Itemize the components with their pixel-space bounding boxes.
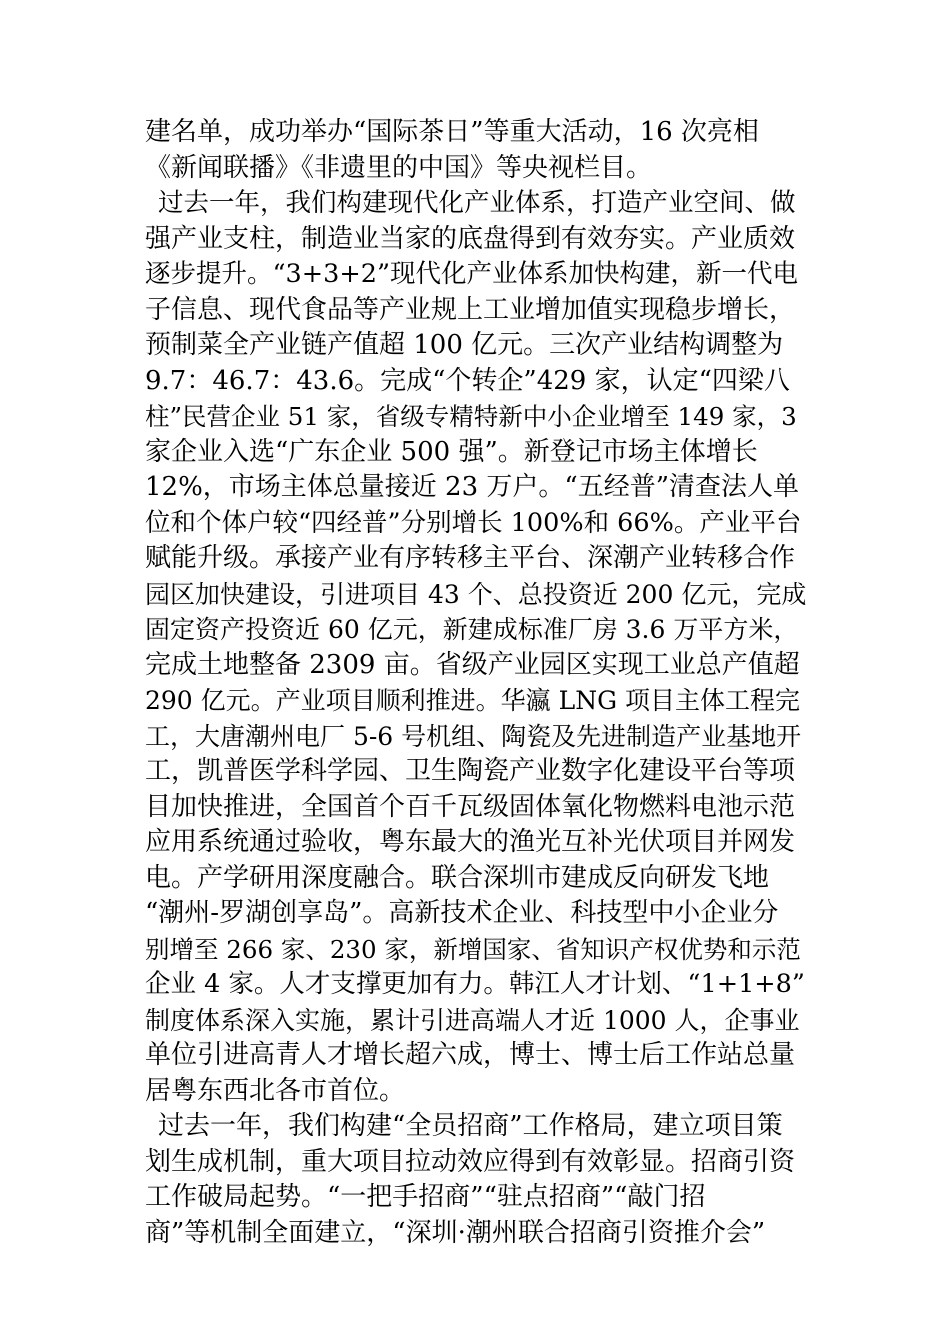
text-line: 应用系统通过验收，粤东最大的渔光互补光伏项目并网发 [145,827,796,857]
text-line: 企业 4 家。人才支撑更加有力。韩江人才计划、“1+1+8” [145,969,805,999]
text-line: 目加快推进，全国首个百千瓦级固体氧化物燃料电池示范 [145,791,796,822]
text-line: 商”等机制全面建立，“深圳·潮州联合招商引资推介会” [145,1217,766,1248]
text-line: 电。产学研用深度融合。联合深圳市建成反向研发飞地 [145,862,770,893]
text-line: 《新闻联播》《非遗里的中国》等央视栏目。 [145,152,653,183]
text-line: 固定资产投资近 60 亿元，新建成标准厂房 3.6 万平方米， [145,615,799,644]
text-line: 柱”民营企业 51 家，省级专精特新中小企业增至 149 家，3 [145,402,797,431]
text-line: 子信息、现代食品等产业规上工业增加值实现稳步增长， [145,294,796,325]
text-line: 290 亿元。产业项目顺利推进。华瀛 LNG 项目主体工程完 [145,686,801,715]
text-line: 工，大唐潮州电厂 5-6 号机组、陶瓷及先进制造产业基地开 [145,721,802,751]
paragraph-start-line: 过去一年，我们构建“全员招商”工作格局，建立项目策 [158,1111,783,1141]
text-line: 9.7：46.7：43.6。完成“个转企”429 家，认定“四梁八 [145,365,790,396]
text-line: 居粤东西北各市首位。 [145,1075,406,1106]
text-line: 赋能升级。承接产业有序转移主平台、深潮产业转移合作 [145,543,796,573]
text-line: 预制菜全产业链产值超 100 亿元。三次产业结构调整为 [145,330,784,360]
text-line: 完成土地整备 2309 亩。省级产业园区实现工业总产值超 [145,649,800,680]
text-line: 工，凯普医学科学园、卫生陶瓷产业数字化建设平台等项 [145,756,796,786]
text-line: 单位引进高青人才增长超六成，博士、博士后工作站总量 [145,1040,796,1070]
text-line: 工作破局起势。“一把手招商”“驻点招商”“敲门招 [145,1182,706,1212]
text-line: 逐步提升。“3+3+2”现代化产业体系加快构建，新一代电 [145,259,798,289]
paragraph-start-line: 过去一年，我们构建现代化产业体系，打造产业空间、做 [158,188,796,218]
text-line: 别增至 266 家、230 家，新增国家、省知识产权优势和示范 [145,934,801,964]
text-line: 园区加快建设，引进项目 43 个、总投资近 200 亿元，完成 [145,579,807,609]
text-line: 制度体系深入实施，累计引进高端人才近 1000 人，企事业 [145,1005,800,1035]
text-line: 建名单，成功举办“国际茶日”等重大活动，16 次亮相 [145,117,759,147]
text-line: “潮州-罗湖创享岛”。高新技术企业、科技型中小企业分 [145,898,779,928]
text-line: 家企业入选“广东企业 500 强”。新登记市场主体增长 [145,436,758,467]
body-text [145,115,807,1251]
text-line: 划生成机制，重大项目拉动效应得到有效彰显。招商引资 [145,1146,796,1177]
text-line: 12%，市场主体总量接近 23 万户。“五经普”清查法人单 [145,472,799,502]
text-line: 位和个体户较“四经普”分别增长 100%和 66%。产业平台 [145,507,802,538]
text-line: 强产业支柱，制造业当家的底盘得到有效夯实。产业质效 [145,223,796,254]
